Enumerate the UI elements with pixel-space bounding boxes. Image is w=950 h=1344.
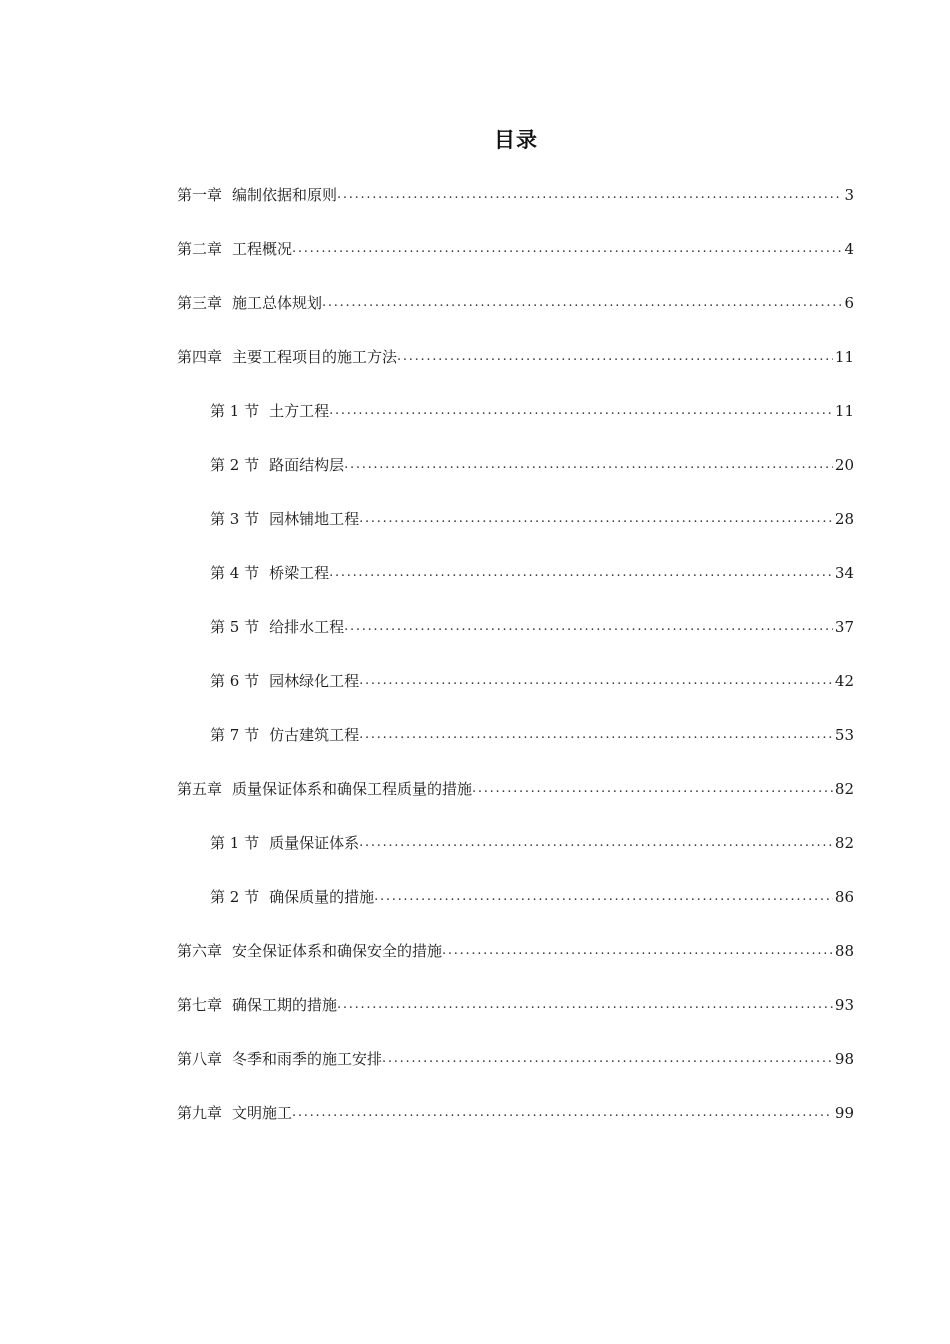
dot-leader xyxy=(359,504,833,534)
entry-page-number: 99 xyxy=(834,1104,854,1122)
entry-title: 施工总体规划 xyxy=(232,294,323,312)
entry-title: 园林绿化工程 xyxy=(269,672,360,690)
entry-title: 确保质量的措施 xyxy=(269,888,375,906)
dot-leader xyxy=(397,342,833,372)
toc-chapter-entry[interactable] xyxy=(177,990,854,1020)
entry-page-number: 82 xyxy=(834,834,854,852)
entry-title: 确保工期的措施 xyxy=(232,996,338,1014)
entry-number: 第四章 xyxy=(177,348,223,366)
toc-section-entry[interactable] xyxy=(210,720,854,750)
entry-title: 主要工程项目的施工方法 xyxy=(232,348,398,366)
entry-number: 第七章 xyxy=(177,996,223,1014)
toc-title: 目录 xyxy=(494,128,538,152)
dot-leader xyxy=(359,828,833,858)
entry-title: 质量保证体系 xyxy=(269,834,360,852)
entry-number: 第 6 节 xyxy=(210,672,260,690)
entry-title: 冬季和雨季的施工安排 xyxy=(232,1050,383,1068)
entry-number: 第一章 xyxy=(177,186,223,204)
entry-number: 第六章 xyxy=(177,942,223,960)
entry-number: 第 1 节 xyxy=(210,402,260,420)
entry-page-number: 6 xyxy=(844,294,854,312)
dot-leader xyxy=(337,180,842,210)
entry-number: 第 4 节 xyxy=(210,564,260,582)
toc-section-entry[interactable] xyxy=(210,558,854,588)
dot-leader xyxy=(359,666,833,696)
entry-title: 园林铺地工程 xyxy=(269,510,360,528)
toc-chapter-entry[interactable] xyxy=(177,1098,854,1128)
entry-page-number: 93 xyxy=(834,996,854,1014)
entry-title: 工程概况 xyxy=(232,240,293,258)
toc-chapter-entry[interactable] xyxy=(177,234,854,264)
entry-page-number: 11 xyxy=(834,402,854,420)
entry-number: 第三章 xyxy=(177,294,223,312)
dot-leader xyxy=(329,558,833,588)
entry-title: 路面结构层 xyxy=(269,456,345,474)
entry-number: 第八章 xyxy=(177,1050,223,1068)
entry-number: 第 3 节 xyxy=(210,510,260,528)
toc-section-entry[interactable] xyxy=(210,504,854,534)
dot-leader xyxy=(322,288,842,318)
entry-number: 第五章 xyxy=(177,780,223,798)
dot-leader xyxy=(472,774,833,804)
entry-number: 第 2 节 xyxy=(210,888,260,906)
toc-chapter-entry[interactable] xyxy=(177,1044,854,1074)
entry-number: 第九章 xyxy=(177,1104,223,1122)
dot-leader xyxy=(359,720,833,750)
entry-number: 第 1 节 xyxy=(210,834,260,852)
dot-leader xyxy=(337,990,833,1020)
entry-page-number: 20 xyxy=(834,456,854,474)
entry-title: 文明施工 xyxy=(232,1104,293,1122)
entry-number: 第 7 节 xyxy=(210,726,260,744)
entry-title: 桥梁工程 xyxy=(269,564,330,582)
toc-chapter-entry[interactable] xyxy=(177,936,854,966)
entry-page-number: 37 xyxy=(834,618,854,636)
entry-title: 仿古建筑工程 xyxy=(269,726,360,744)
entry-number: 第 5 节 xyxy=(210,618,260,636)
toc-chapter-entry[interactable] xyxy=(177,774,854,804)
entry-page-number: 88 xyxy=(834,942,854,960)
entry-title: 质量保证体系和确保工程质量的措施 xyxy=(232,780,473,798)
entry-page-number: 3 xyxy=(844,186,854,204)
entry-page-number: 34 xyxy=(834,564,854,582)
entry-page-number: 53 xyxy=(834,726,854,744)
toc-section-entry[interactable] xyxy=(210,612,854,642)
entry-page-number: 4 xyxy=(844,240,854,258)
toc-chapter-entry[interactable] xyxy=(177,288,854,318)
toc-section-entry[interactable] xyxy=(210,828,854,858)
entry-number: 第 2 节 xyxy=(210,456,260,474)
entry-number: 第二章 xyxy=(177,240,223,258)
entry-title: 编制依据和原则 xyxy=(232,186,338,204)
entry-page-number: 98 xyxy=(834,1050,854,1068)
dot-leader xyxy=(344,450,833,480)
entry-page-number: 86 xyxy=(834,888,854,906)
entry-page-number: 82 xyxy=(834,780,854,798)
dot-leader xyxy=(292,1098,833,1128)
toc-section-entry[interactable] xyxy=(210,882,854,912)
entry-title: 土方工程 xyxy=(269,402,330,420)
dot-leader xyxy=(329,396,833,426)
entry-title: 安全保证体系和确保安全的措施 xyxy=(232,942,443,960)
toc-section-entry[interactable] xyxy=(210,666,854,696)
dot-leader xyxy=(292,234,842,264)
toc-chapter-entry[interactable] xyxy=(177,342,854,372)
entry-page-number: 42 xyxy=(834,672,854,690)
entry-page-number: 11 xyxy=(834,348,854,366)
dot-leader xyxy=(382,1044,833,1074)
toc-chapter-entry[interactable] xyxy=(177,180,854,210)
entry-title: 给排水工程 xyxy=(269,618,345,636)
dot-leader xyxy=(344,612,833,642)
entry-page-number: 28 xyxy=(834,510,854,528)
dot-leader xyxy=(374,882,833,912)
toc-section-entry[interactable] xyxy=(210,450,854,480)
dot-leader xyxy=(442,936,833,966)
toc-section-entry[interactable] xyxy=(210,396,854,426)
